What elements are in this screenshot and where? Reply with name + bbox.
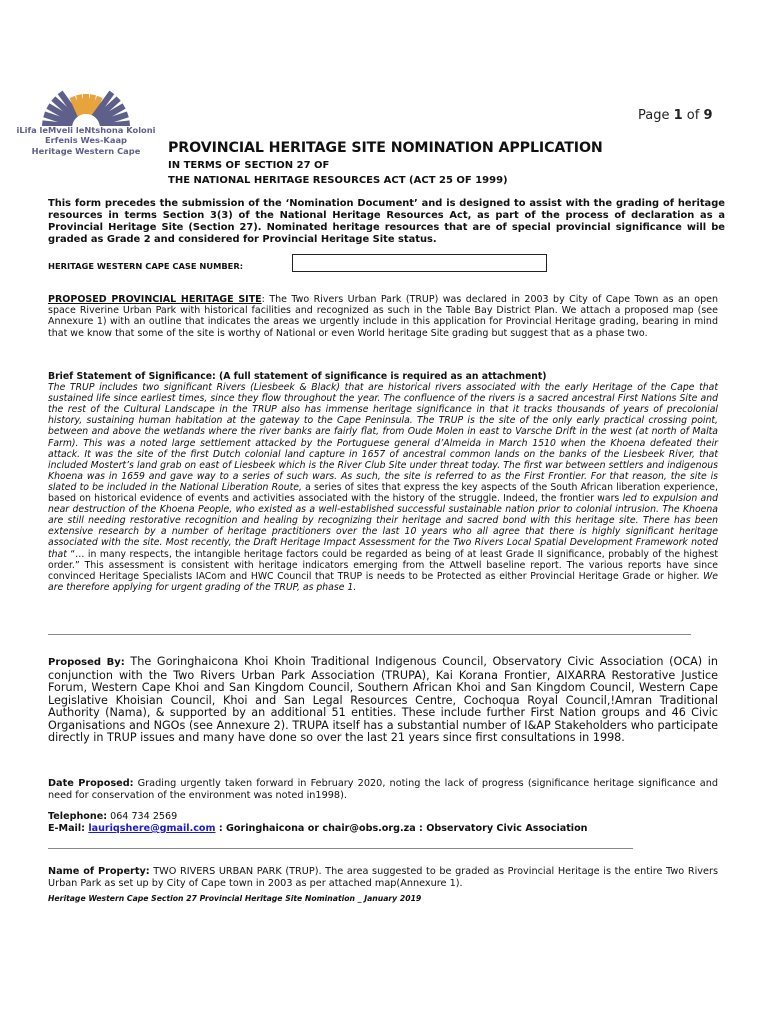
telephone-value: 064 734 2569 [107, 811, 178, 822]
statement-of-significance [48, 371, 718, 593]
email-rest: : Goringhaicona or chair@obs.org.za : Observatory Civic Association [215, 823, 588, 834]
statement-text-3: led to expulsion and near destruction of the Khoena People, who existed as a well-established successful sustainable nation prior to colonial intrusion. The Khoena are still needing restorative recognition and healing by recognizing their heritage and sacred bond with this heritage site. There has been extensive research by a number of heritage practitioners over the last 10 years who all agree that there is highly significant heritage associated with the site. Most recently, the Draft Heritage Impact Assessment for the Two Rivers Local Spatial Development Framework noted that [48, 493, 719, 560]
telephone-label: Telephone: [48, 811, 108, 822]
logo-line-xhosa: iLifa leMveli leNtshona Koloni [16, 125, 156, 135]
proposed-by-section [48, 656, 718, 745]
email-line [48, 823, 718, 835]
date-proposed-section [48, 778, 718, 802]
page-of: of [682, 108, 704, 123]
logo-line-afrikaans: Erfenis Wes-Kaap [44, 135, 127, 146]
divider-line [48, 848, 633, 849]
proposed-site-label: PROPOSED PROVINCIAL HERITAGE SITE [48, 294, 262, 305]
proposed-by-label: Proposed By: [48, 657, 125, 668]
email-label: E-Mail: [48, 823, 89, 834]
statement-label-note: (A full statement of significance is required as an attachment) [215, 371, 547, 382]
page-total: 9 [703, 108, 713, 123]
page-current: 1 [673, 108, 683, 123]
statement-text-1: The TRUP includes two significant Rivers (Liesbeek & Black) that are historical rivers associated with the early Heritage of the Cape that sustained life since earliest times, since they flow throughout the year. The confluence of the rivers is a sacred ancestral First Nations Site and the rest of the Cultural Landscape in the TRUP also has immense heritage significance in that it tracks thousands of years of precolonial history, sustaining human habitation at the gateway to the Cape Peninsula. The TRUP is the site of the only early practical crossing point, between and above the wetlands where the river banks are fairly flat, from Oude Molen in east to Varsche Drift in the west (at north of Malta Farm). This was a noted large settlement attacked by the Portuguese general d’Almeida in March 1510 when the Khoena defeated their attack. It was the site of the first Dutch colonial land capture in 1657 of ancestral common lands on the banks of the Liesbeek River, that included Mostert’s land grab on east of Liesbeek which is the River Club Site under threat today. The first war between settlers and indigenous Khoena was in 1659 and gave way to a series of such wars. As such, the site is referred to as the First Frontier. For that reason, the site is slated to be included in the National Liberation Route, [48, 382, 718, 493]
form-subtitle-act: THE NATIONAL HERITAGE RESOURCES ACT (ACT 25 OF 1999) [168, 175, 508, 186]
date-proposed-label: Date Proposed: [48, 778, 134, 789]
case-number-label: HERITAGE WESTERN CAPE CASE NUMBER: [48, 261, 244, 271]
date-proposed-text: Grading urgently taken forward in February 2020, noting the lack of progress (significance heritage significance and need for conservation of the environment was noted in1998). [48, 778, 719, 801]
statement-label: Brief Statement of Significance: [48, 371, 216, 382]
email-link[interactable]: lauriqshere@gmail.com [88, 823, 216, 834]
proposed-by-text: The Goringhaicona Khoi Khoin Traditional Indigenous Council, Observatory Civic Association (OCA) in conjunction with the Two Rivers Urban Park Association (TRUPA), Kai Korana Frontier, AIXARRA Restorative Justice Forum, Western Cape Khoi and San Kingdom Council, Southern African Khoi and San Kingdom Council, Western Cape Legislative Khoisian Council, Khoi and San Legal Resources Centre, Cochoqua Royal Council,!Amran Traditional Authority (Nama), & supported by an additional 51 entities. These include further First Nation groups and 46 Civic Organisations and NGOs (see Annexure 2). TRUPA itself has a substantial number of I&AP Stakeholders who participate directly in TRUP issues and many have done so over the last 21 years since first consultations in 1998. [48, 655, 718, 744]
statement-text-4: “… in many respects, the intangible heritage factors could be regarded as being of at least Grade II significance, probably of the highest order.” This assessment is consistent with heritage indicators emerging from the Attwell baseline report. The various reports have since convinced Heritage Specialists IACom and HWC Council that TRUP is needs to be Protected as either Provincial Heritage Grade or higher. [48, 548, 718, 582]
logo-ray [79, 95, 83, 115]
form-subtitle-section: IN TERMS OF SECTION 27 OF [168, 160, 330, 171]
page-number [638, 108, 713, 123]
proposed-site-section [48, 294, 718, 339]
contact-section [48, 811, 718, 835]
form-title: PROVINCIAL HERITAGE SITE NOMINATION APPLICATION [168, 140, 603, 156]
statement-text-5: We are therefore applying for urgent grading of the TRUP, as phase 1. [48, 570, 718, 593]
logo-line-english: Heritage Western Cape [31, 145, 141, 156]
case-number-field[interactable] [292, 254, 547, 272]
page-prefix: Page [638, 108, 674, 123]
property-name-section [48, 866, 718, 890]
page-footer: Heritage Western Cape Section 27 Provincial Heritage Site Nomination _ January 2019 [48, 894, 422, 903]
statement-text-2: a series of sites that express the key aspects of the South African liberation experience, based on historical evidence of events and activities associated with the history of the struggle. Indeed, the frontier wars [48, 481, 718, 505]
telephone-line [48, 811, 718, 823]
logo-arc-graphic [30, 82, 142, 126]
heritage-western-cape-logo [16, 82, 156, 172]
divider-line [48, 634, 691, 635]
intro-paragraph: This form precedes the submission of the ‘Nomination Document’ and is designed to assist with the grading of heritage resources in terms Section 3(3) of the National Heritage Resources Act, as part of the process of declaration as a Provincial Heritage Site (Section 27). Nominated heritage resources that are of special provincial significance will be graded as Grade 2 and considered for Provincial Heritage Site status. [48, 198, 725, 245]
property-name-text: TWO RIVERS URBAN PARK (TRUP). The area suggested to be graded as Provincial Heritage is the entire Two Rivers Urban Park as set up by City of Cape town in 2003 as per attached map(Annexure 1). [48, 866, 718, 889]
logo-text [16, 125, 156, 156]
property-name-label: Name of Property: [48, 866, 150, 877]
proposed-site-text: : The Two Rivers Urban Park (TRUP) was declared in 2003 by City of Cape Town as an open space Riverine Urban Park with historical facilities and recognized as such in the Table Bay District Plan. We attach a proposed map (see Annexure 1) with an outline that indicates the areas we urgently include in this application for Provincial Heritage grading, bearing in mind that we know that some of the site is worthy of National or even World heritage Site grading but suggest that as a phase two. [48, 294, 718, 339]
